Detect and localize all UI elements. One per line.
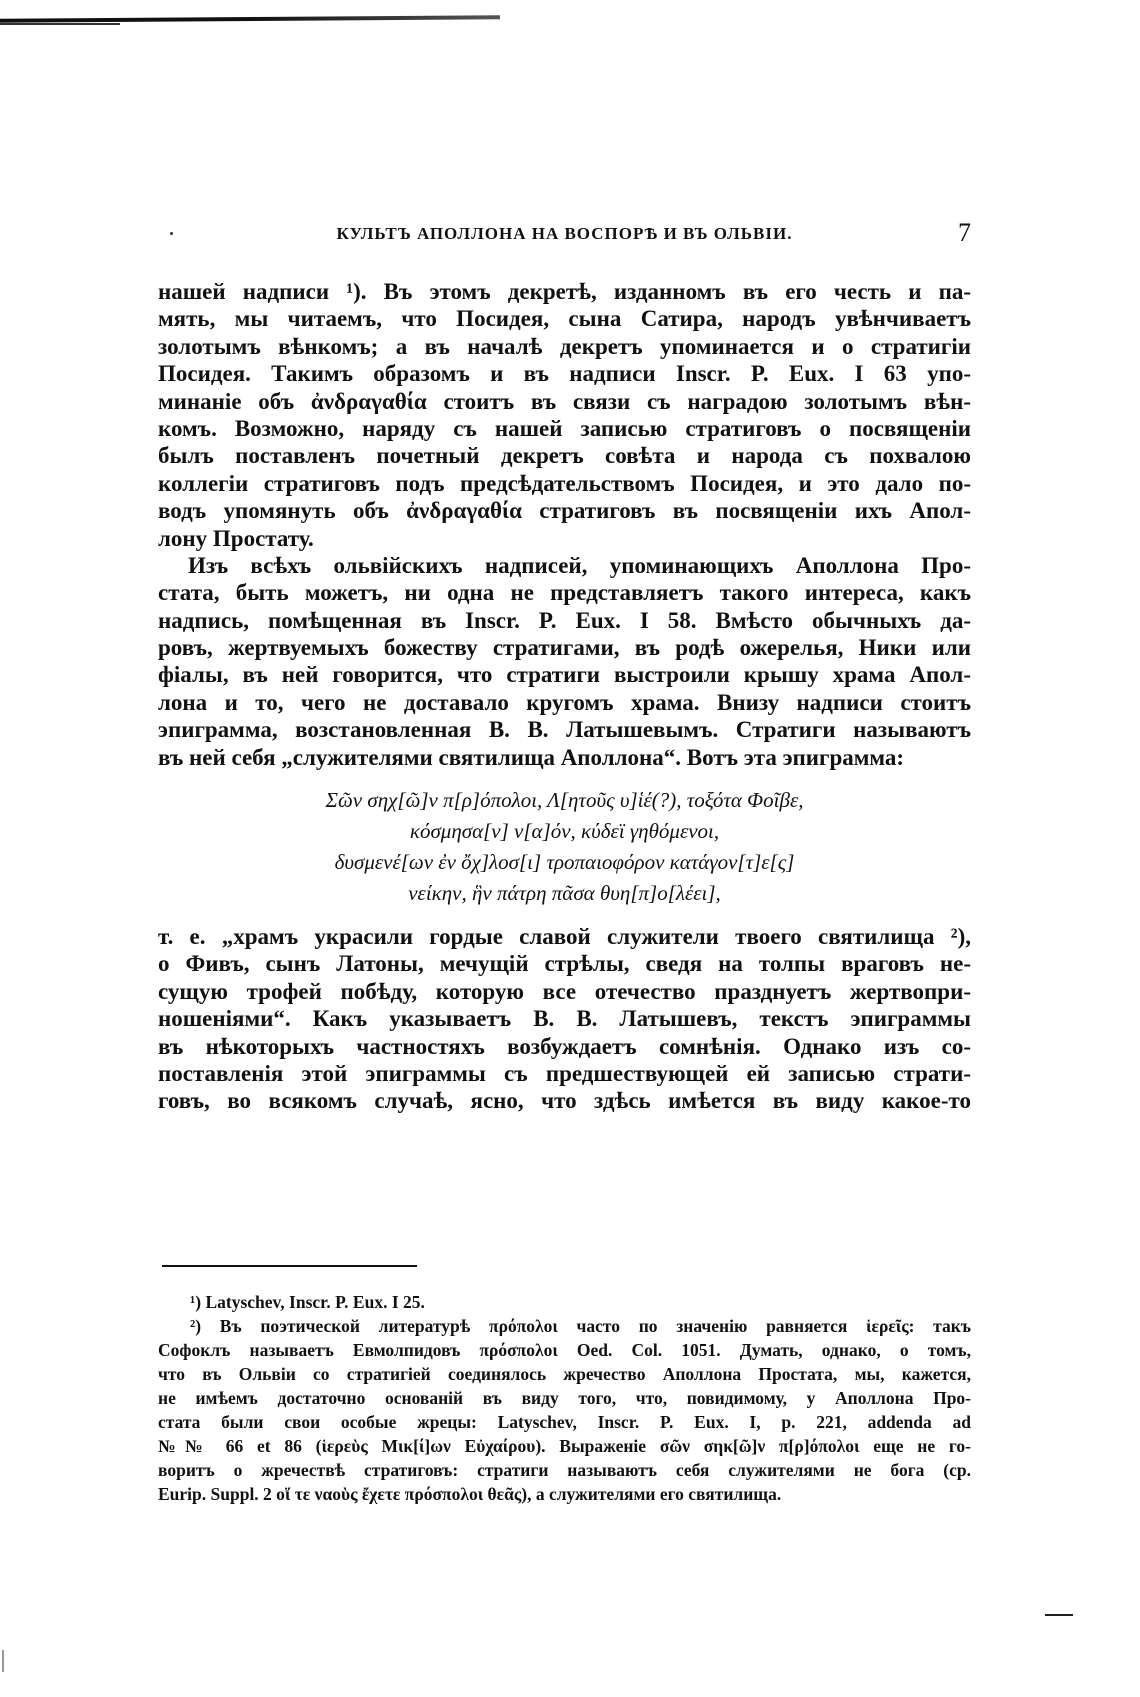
paragraph (158, 552, 971, 771)
text-line: надпись, помѣщенная въ Inscr. P. Eux. I 58. Вмѣсто обычныхъ да- (158, 607, 971, 633)
epigram-line: δυσμενέ[ων ἐν ὄχ]λοσ[ι] τροπαιοφόρον κατάγον[τ]ε[ς] (334, 850, 795, 875)
footnote-line: стата были свои особые жрецы: Latyschev, Inscr. P. Eux. I, p. 221, addenda ad (158, 1412, 971, 1432)
epigram-line: νείκην, ἣν πάτρη πᾶσα θυη[π]ο[λέει], (408, 881, 721, 906)
epigram-line: Σῶν σηχ[ῶ]ν π[ρ]όπολοι, Λ[ητοῦς υ]ἱέ(?), τοξότα Φοῖβε, (325, 788, 804, 813)
text-line: стата, быть можетъ, ни одна не представляетъ такого интереса, какъ (158, 580, 971, 606)
text-line: водъ упомянуть объ ἀνδραγαθία стратиговъ въ посвященіи ихъ Апол- (158, 498, 971, 524)
text-line: о Фивъ, сынъ Латоны, мечущій стрѣлы, сведя на толпы враговъ не- (158, 951, 971, 977)
text-line: говъ, во всякомъ случаѣ, ясно, что здѣсь имѣется въ виду какое-то (158, 1088, 971, 1114)
text-line: мять, мы читаемъ, что Посидея, сына Сатира, народъ увѣнчиваетъ (158, 306, 971, 332)
paragraphs (158, 278, 971, 771)
running-title: КУЛЬТЪ АПОЛЛОНА НА ВОСПОРѢ И ВЪ ОЛЬВІИ. (336, 224, 793, 243)
paragraph (158, 278, 971, 552)
text-line: фіалы, въ ней говорится, что стратиги выстроили крышу храма Апол- (158, 662, 971, 688)
scan-mark (1045, 1614, 1073, 1616)
footnote-line: воритъ о жречествѣ стратиговъ: стратиги называютъ себя служителями не бога (ср. (158, 1460, 971, 1480)
footnote-line: ¹) Latyschev, Inscr. P. Eux. I 25. (190, 1292, 425, 1312)
scan-edge-line (0, 23, 120, 25)
text-line: былъ поставленъ почетный декретъ совѣта и народа съ похвалою (158, 443, 971, 469)
text-line: лона и то, чего не доставало кругомъ храма. Внизу надписи стоитъ (158, 689, 971, 715)
footnote-line: ²) Въ поэтической литературѣ πρόπολοι часто по значенію равняется ἱερεῖς: такъ (190, 1316, 971, 1336)
text-line: минаніе объ ἀνδραγαθία стоитъ въ связи съ наградою золотымъ вѣн- (158, 388, 971, 414)
text-line: золотымъ вѣнкомъ; а въ началѣ декретъ упоминается и о стратигіи (158, 333, 971, 359)
text-line: въ нѣкоторыхъ частностяхъ возбуждаетъ сомнѣнія. Однако изъ со- (158, 1033, 971, 1059)
footnote-line: Софоклъ называетъ Евмолпидовъ πρόσπολοι Oed. Col. 1051. Думать, однако, о томъ, (158, 1340, 971, 1360)
footnote (158, 1314, 971, 1506)
footnotes (158, 1290, 971, 1506)
text-line: въ ней себя „служителями святилища Аполлона“. Вотъ эта эпиграмма: (158, 744, 905, 770)
text-line: сущую трофей побѣду, которую все отечество празднуетъ жертвопри- (158, 978, 971, 1004)
text-line: коллегіи стратиговъ подъ предсѣдательствомъ Посидея, и это дало по- (158, 470, 971, 496)
epigram-line: κόσμησα[ν] ν[α]όν, κύδεϊ γηθόμενοι, (409, 819, 720, 844)
paragraph (158, 923, 971, 1115)
main-text (158, 278, 971, 1115)
footnote-line: не имѣемъ достаточно основаній въ виду того, что, повидимому, у Аполлона Про- (158, 1388, 971, 1408)
epigram (158, 785, 971, 909)
text-line: лону Простату. (158, 525, 314, 551)
text-line: эпиграмма, возстановленная В. В. Латышевымъ. Стратиги называютъ (158, 717, 971, 743)
footnote-line: что въ Ольвіи со стратигіей соединялось жречество Аполлона Простата, мы, кажется, (158, 1364, 971, 1384)
text-line: Изъ всѣхъ ольвійскихъ надписей, упоминающихъ Аполлона Про- (188, 552, 971, 578)
scan-mark (2, 1650, 4, 1672)
scan-edge-line (0, 15, 500, 22)
footnote-line: Eurip. Suppl. 2 οἵ τε ναοὺς ἔχετε πρόσπολοι θεᾶς), а служителями его святилища. (158, 1484, 782, 1504)
text-line: Посидея. Такимъ образомъ и въ надписи Inscr. P. Eux. I 63 упо- (158, 361, 971, 387)
text-line: комъ. Возможно, наряду съ нашей записью стратиговъ о посвященіи (158, 415, 971, 441)
page-number: 7 (958, 218, 971, 247)
page-header (158, 218, 971, 248)
text-line: ношеніями“. Какъ указываетъ В. В. Латышевъ, текстъ эпиграммы (158, 1006, 971, 1032)
footnote-rule (162, 1265, 417, 1267)
footnote-line: №№ 66 et 86 (ἱερεὺς Μικ[ί]ων Εὐχαίρου). Выраженіе σῶν σηκ[ῶ]ν π[ρ]όπολοι еще не го- (158, 1436, 971, 1456)
text-line: т. е. „храмъ украсили гордые славой служители твоего святилища ²), (158, 924, 971, 950)
text-line: поставленія этой эпиграммы съ предшествующей ей записью страти- (158, 1060, 971, 1086)
text-line: ровъ, жертвуемыхъ божеству стратигами, въ родѣ ожерелья, Ники или (158, 635, 971, 661)
footnote (158, 1290, 971, 1314)
text-line: нашей надписи ¹). Въ этомъ декретѣ, изданномъ въ его честь и па- (158, 279, 971, 304)
